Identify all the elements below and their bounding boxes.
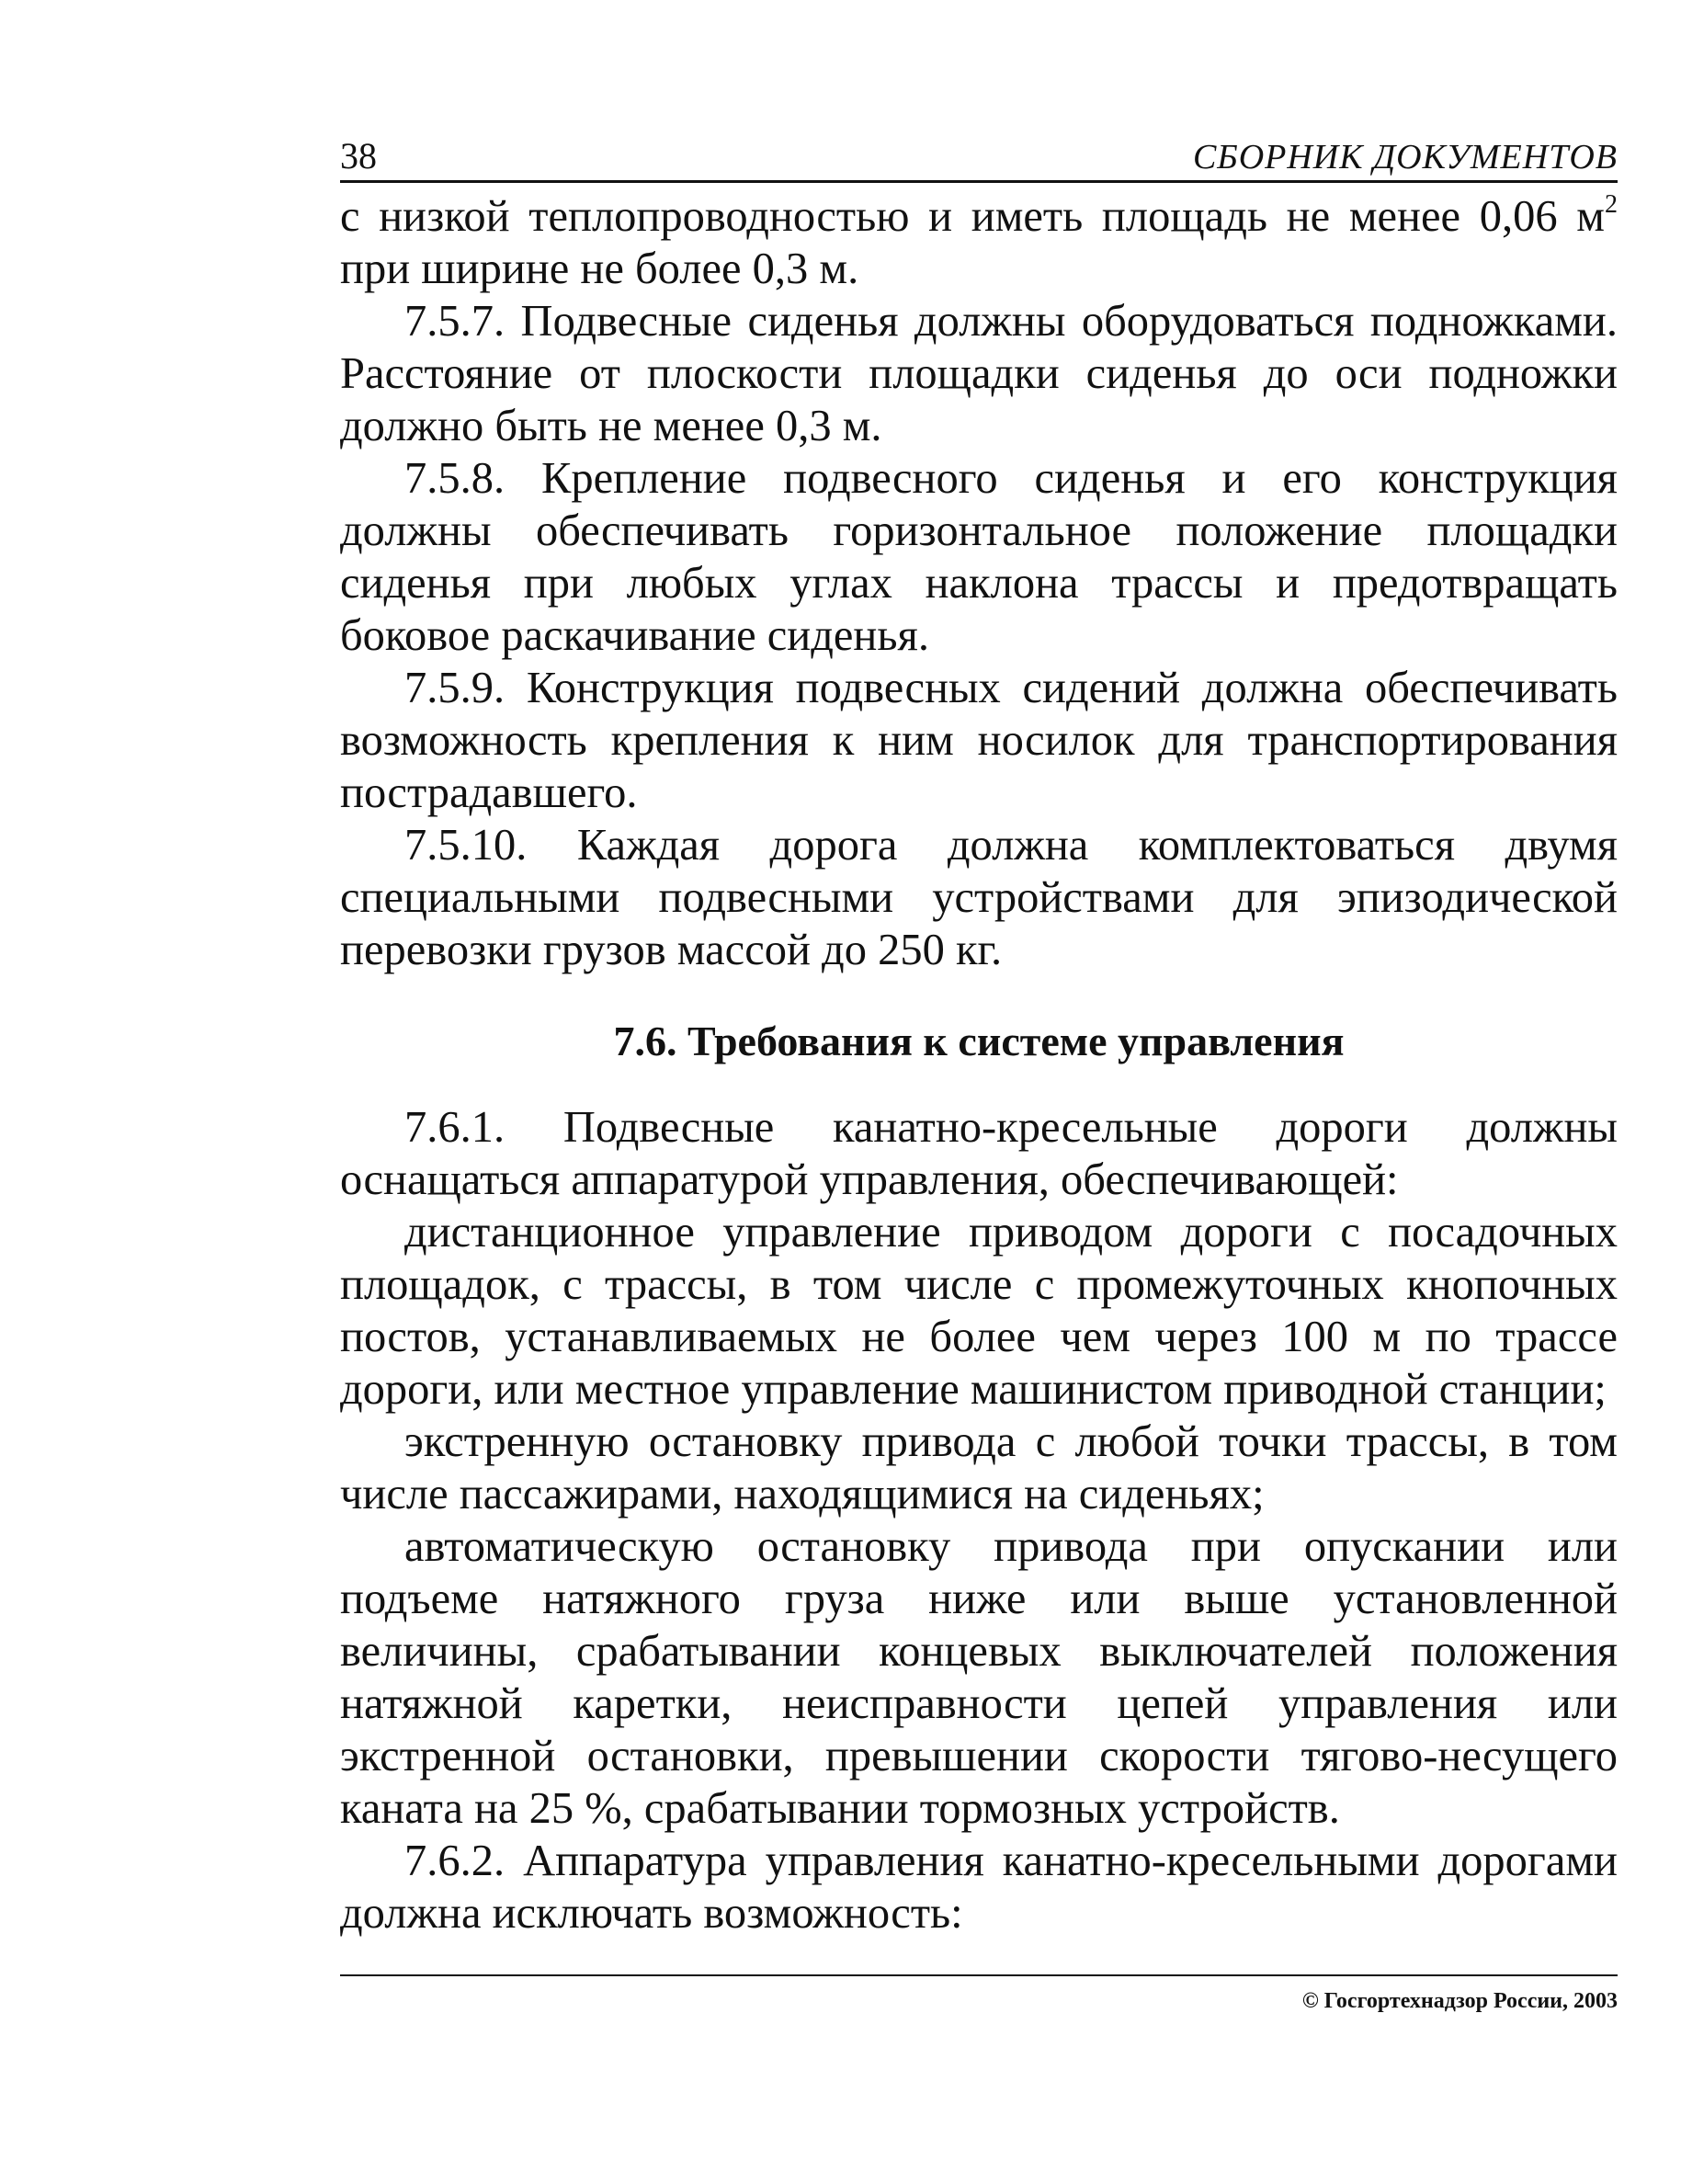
section-heading: 7.6. Требования к системе управления [613, 1018, 1345, 1064]
list-item-automatic-stop: автоматическую остановку привода при опускании или подъеме натяжного груза ниже или выше установленной величины, срабатывании концевых выключателей положения натяжной каретки, неисправности цепей управления или экстренной остановки, превышении скорости тягово-несущего каната на 25 %, срабатывании тормозных устройств. [340, 1522, 1618, 1833]
paragraph-7-6-1: 7.6.1. Подвесные канатно-кресельные дороги должны оснащаться аппаратурой управления, обеспечивающей: [340, 1103, 1618, 1204]
list-item-emergency-stop: экстренную остановку привода с любой точки трассы, в том числе пассажирами, находящимися на сиденьях; [340, 1417, 1618, 1519]
paragraph-7-5-9: 7.5.9. Конструкция подвесных сидений должна обеспечивать возможность крепления к ним носилок для транспортирования пострадавшего. [340, 664, 1618, 817]
page-body [340, 190, 1618, 1939]
footer-divider [340, 1974, 1618, 1976]
paragraph-text-tail: при ширине не более 0,3 м. [340, 245, 859, 293]
page-number: 38 [340, 135, 377, 176]
paragraph-7-6-2: 7.6.2. Аппаратура управления канатно-кресельными дорогами должна исключать возможность: [340, 1837, 1618, 1938]
list-item-remote-control: дистанционное управление приводом дороги с посадочных площадок, с трассы, в том числе с промежуточных кнопочных постов, устанавливаемых не более чем через 100 м по трассе дороги, или местное управление машинистом приводной станции; [340, 1208, 1618, 1414]
superscript: 2 [1605, 190, 1618, 219]
running-title: СБОРНИК ДОКУМЕНТОВ [1192, 138, 1618, 176]
document-page [340, 129, 1618, 1939]
page-footer [340, 1974, 1618, 2014]
paragraph-7-5-10: 7.5.10. Каждая дорога должна комплектоваться двумя специальными подвесными устройствами для эпизодической перевозки грузов массой до 250 кг. [340, 821, 1618, 974]
paragraph-7-5-7: 7.5.7. Подвесные сиденья должны оборудоваться подножками. Расстояние от плоскости площадки сиденья до оси подножки должно быть не менее 0,3 м. [340, 297, 1618, 450]
paragraph-text: с низкой теплопроводностью и иметь площадь не менее 0,06 м [340, 192, 1605, 241]
copyright-notice: © Госгортехнадзор России, 2003 [1301, 1989, 1618, 2013]
page-header [340, 129, 1618, 183]
paragraph-7-5-8: 7.5.8. Крепление подвесного сиденья и его конструкция должны обеспечивать горизонтальное положение площадки сиденья при любых углах наклона трассы и предотвращать боковое раскачивание сиденья. [340, 454, 1618, 660]
paragraph-continuation [340, 190, 1618, 295]
